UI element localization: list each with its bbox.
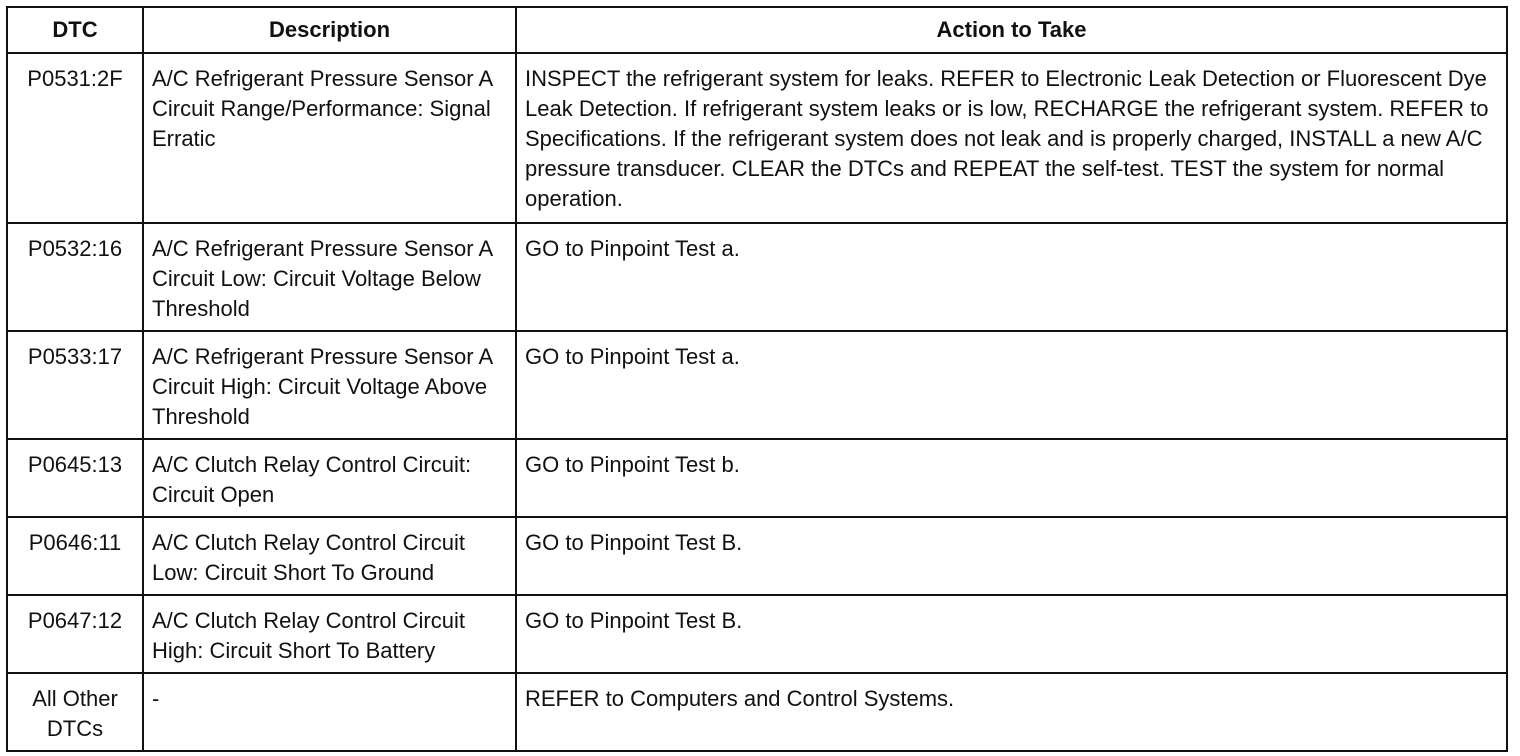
dtc-description: A/C Refrigerant Pressure Sensor A Circuit Range/Performance: Signal Erratic <box>143 53 516 223</box>
dtc-description: - <box>143 673 516 751</box>
dtc-description: A/C Clutch Relay Control Circuit: Circuit Open <box>143 439 516 517</box>
dtc-action: GO to Pinpoint Test b. <box>516 439 1507 517</box>
table-row <box>7 223 1507 331</box>
header-description: Description <box>143 7 516 53</box>
dtc-action: GO to Pinpoint Test a. <box>516 223 1507 331</box>
table-row <box>7 673 1507 751</box>
header-dtc: DTC <box>7 7 143 53</box>
dtc-description: A/C Clutch Relay Control Circuit High: Circuit Short To Battery <box>143 595 516 673</box>
dtc-action: INSPECT the refrigerant system for leaks. REFER to Electronic Leak Detection or Fluorescent Dye Leak Detection. If refrigerant system leaks or is low, RECHARGE the refrigerant system. REFER to Specifications. If the refrigerant system does not leak and is properly charged, INSTALL a new A/C pressure transducer. CLEAR the DTCs and REPEAT the self-test. TEST the system for normal operation. <box>516 53 1507 223</box>
dtc-code: P0532:16 <box>7 223 143 331</box>
table-row <box>7 53 1507 223</box>
table-row <box>7 331 1507 439</box>
dtc-description: A/C Refrigerant Pressure Sensor A Circuit High: Circuit Voltage Above Threshold <box>143 331 516 439</box>
dtc-code: P0645:13 <box>7 439 143 517</box>
dtc-table <box>6 6 1508 752</box>
table-header-row <box>7 7 1507 53</box>
table-row <box>7 439 1507 517</box>
dtc-code: P0531:2F <box>7 53 143 223</box>
dtc-code: P0647:12 <box>7 595 143 673</box>
dtc-action: REFER to Computers and Control Systems. <box>516 673 1507 751</box>
dtc-code: P0646:11 <box>7 517 143 595</box>
dtc-action: GO to Pinpoint Test a. <box>516 331 1507 439</box>
table-row <box>7 517 1507 595</box>
dtc-code: P0533:17 <box>7 331 143 439</box>
dtc-description: A/C Refrigerant Pressure Sensor A Circuit Low: Circuit Voltage Below Threshold <box>143 223 516 331</box>
dtc-code: All Other DTCs <box>7 673 143 751</box>
header-action: Action to Take <box>516 7 1507 53</box>
dtc-action: GO to Pinpoint Test B. <box>516 517 1507 595</box>
dtc-action: GO to Pinpoint Test B. <box>516 595 1507 673</box>
dtc-table-container <box>6 6 1506 752</box>
dtc-description: A/C Clutch Relay Control Circuit Low: Circuit Short To Ground <box>143 517 516 595</box>
table-row <box>7 595 1507 673</box>
